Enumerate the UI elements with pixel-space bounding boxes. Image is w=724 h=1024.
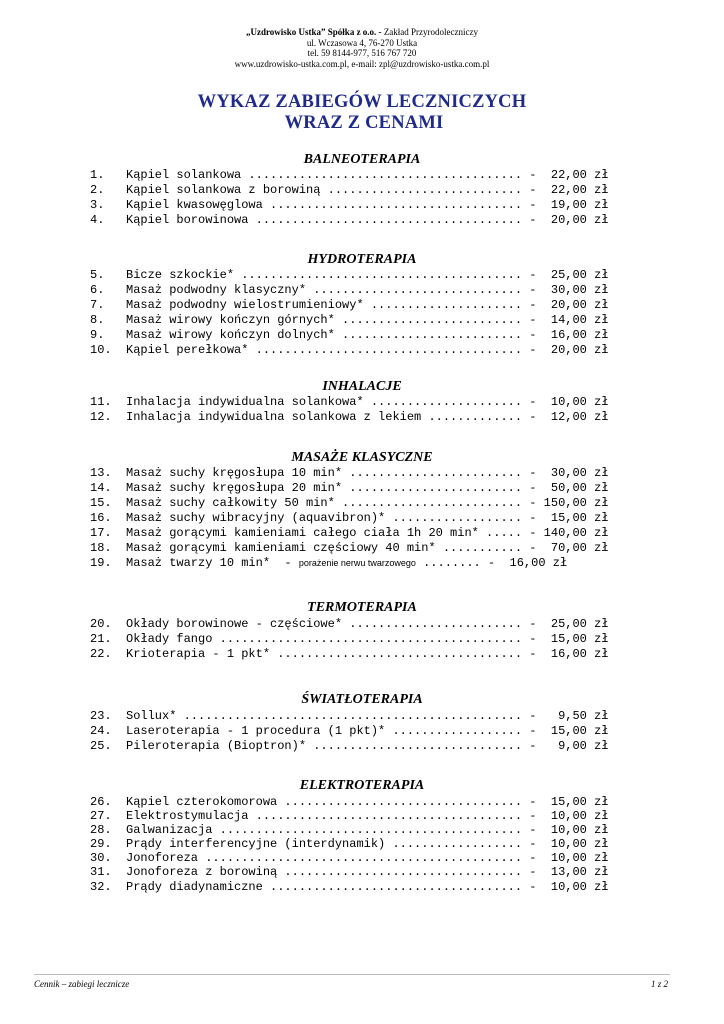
section-heading-masaze-klasyczne: MASAŻE KLASYCZNE xyxy=(291,450,433,465)
item-text: Bicze szkockie* ....................................... - 25,00 zł xyxy=(126,268,609,282)
item-number: 14. xyxy=(90,481,112,495)
item-text: Inhalacja indywidualna solankowa z lekiem ............. - 12,00 zł xyxy=(126,410,609,424)
footer-page-number: 1 z 2 xyxy=(650,979,668,989)
item-number: 29. xyxy=(90,837,112,851)
section-heading-balneoterapia: BALNEOTERAPIA xyxy=(303,152,421,167)
item-number: 17. xyxy=(90,526,112,540)
item-text: Masaż gorącymi kamieniami całego ciała 1h 20 min* ..... - 140,00 zł xyxy=(126,526,609,540)
item-number: 31. xyxy=(90,865,112,879)
company-line xyxy=(0,27,724,38)
item-number: 16. xyxy=(90,511,112,525)
item-price-tail: ........ - 16,00 zł xyxy=(415,556,568,570)
company-department: Zakład Przyrodoleczniczy xyxy=(381,27,479,37)
item-text: Kąpiel borowinowa ..................................... - 20,00 zł xyxy=(126,213,609,227)
item-number: 15. xyxy=(90,496,112,510)
item-number: 32. xyxy=(90,880,112,894)
phone-line: tel. 59 8144-977, 516 767 720 xyxy=(307,48,417,58)
item-text: Masaż suchy kręgosłupa 10 min* ........................ - 30,00 zł xyxy=(126,466,609,480)
item-text: Okłady borowinowe - częściowe* ........................ - 25,00 zł xyxy=(126,617,609,631)
item-text: Sollux* ............................................... - 9,50 zł xyxy=(126,709,609,723)
item-text: Masaż suchy całkowity 50 min* ......................... - 150,00 zł xyxy=(126,496,609,510)
item-number: 1. xyxy=(90,168,105,182)
section-heading-hydroterapia: HYDROTERAPIA xyxy=(307,252,417,267)
item-number: 11. xyxy=(90,395,112,409)
item-number: 3. xyxy=(90,198,105,212)
item-text: Masaż podwodny wielostrumieniowy* ..................... - 20,00 zł xyxy=(126,298,609,312)
item-text: Laseroterapia - 1 procedura (1 pkt)* .................. - 15,00 zł xyxy=(126,724,609,738)
item-number: 8. xyxy=(90,313,105,327)
item-text: Kąpiel czterokomorowa ................................. - 15,00 zł xyxy=(126,795,609,809)
item-text: Kąpiel solankowa ...................................... - 22,00 zł xyxy=(126,168,609,182)
item-text: Krioterapia - 1 pkt* .................................. - 16,00 zł xyxy=(126,647,609,661)
title-line-1: WYKAZ ZABIEGÓW LECZNICZYCH xyxy=(197,92,527,112)
item-number: 25. xyxy=(90,739,112,753)
address-line: ul. Wczasowa 4, 76-270 Ustka xyxy=(306,37,418,48)
item-text-composite xyxy=(126,556,567,571)
title-line-2: WRAZ Z CENAMI xyxy=(284,113,444,133)
footer-document-name: Cennik – zabiegi lecznicze xyxy=(34,979,130,989)
item-note: porażenie nerwu twarzowego xyxy=(298,558,416,568)
item-number: 6. xyxy=(90,283,105,297)
item-number: 13. xyxy=(90,466,112,480)
item-number: 12. xyxy=(90,410,112,424)
item-number: 20. xyxy=(90,617,112,631)
item-number: 27. xyxy=(90,809,112,823)
item-number: 18. xyxy=(90,541,112,555)
section-heading-elektroterapia: ELEKTROTERAPIA xyxy=(299,778,425,793)
item-number: 9. xyxy=(90,328,105,342)
item-number: 24. xyxy=(90,724,112,738)
item-text: Jonoforeza z borowiną ................................. - 13,00 zł xyxy=(126,865,609,879)
item-number: 26. xyxy=(90,795,112,809)
item-number: 19. xyxy=(90,556,112,570)
section-heading-swiatloterapia: ŚWIATŁOTERAPIA xyxy=(301,692,423,707)
item-text: Masaż suchy wibracyjny (aquavibron)* .................. - 15,00 zł xyxy=(126,511,609,525)
section-heading-inhalacje: INHALACJE xyxy=(322,379,402,394)
item-text: Pileroterapia (Bioptron)* ............................. - 9,00 zł xyxy=(126,739,609,753)
item-text: Elektrostymulacja ..................................... - 10,00 zł xyxy=(126,809,609,823)
item-text: Okłady fango .......................................... - 15,00 zł xyxy=(126,632,609,646)
item-number: 23. xyxy=(90,709,112,723)
letterhead xyxy=(0,27,724,69)
item-text: Masaż gorącymi kamieniami częściowy 40 min* ........... - 70,00 zł xyxy=(126,541,609,555)
item-text: Kąpiel perełkowa* ..................................... - 20,00 zł xyxy=(126,343,609,357)
item-number: 5. xyxy=(90,268,105,282)
item-text: Masaż suchy kręgosłupa 20 min* ........................ - 50,00 zł xyxy=(126,481,609,495)
item-text: Jonoforeza ............................................ - 10,00 zł xyxy=(126,851,609,865)
item-text: Kąpiel kwasowęglowa ................................... - 19,00 zł xyxy=(126,198,609,212)
item-number: 10. xyxy=(90,343,112,357)
item-text: Masaż wirowy kończyn górnych* ......................... - 14,00 zł xyxy=(126,313,609,327)
item-text: Prądy interferencyjne (interdynamik) .................. - 10,00 zł xyxy=(126,837,609,851)
company-name: „Uzdrowisko Ustka” Spółka z o.o. - xyxy=(245,27,382,37)
item-number: 4. xyxy=(90,213,105,227)
item-number: 30. xyxy=(90,851,112,865)
item-number: 7. xyxy=(90,298,105,312)
item-text: Prądy diadynamiczne ................................... - 10,00 zł xyxy=(126,880,609,894)
item-number: 2. xyxy=(90,183,105,197)
item-text: Inhalacja indywidualna solankowa* ..................... - 10,00 zł xyxy=(126,395,609,409)
item-text: Galwanizacja .......................................... - 10,00 zł xyxy=(126,823,609,837)
item-text: Masaż twarzy 10 min* - xyxy=(126,556,299,570)
section-heading-termoterapia: TERMOTERAPIA xyxy=(307,600,417,615)
document-title xyxy=(0,92,724,134)
web-email-line: www.uzdrowisko-ustka.com.pl, e-mail: zpl@uzdrowisko-ustka.com.pl xyxy=(234,58,490,69)
footer-divider xyxy=(34,974,670,975)
item-text: Masaż wirowy kończyn dolnych* ......................... - 16,00 zł xyxy=(126,328,609,342)
item-number: 28. xyxy=(90,823,112,837)
item-number: 22. xyxy=(90,647,112,661)
item-text: Masaż podwodny klasyczny* ............................. - 30,00 zł xyxy=(126,283,609,297)
item-number: 21. xyxy=(90,632,112,646)
item-text: Kąpiel solankowa z borowiną ........................... - 22,00 zł xyxy=(126,183,609,197)
